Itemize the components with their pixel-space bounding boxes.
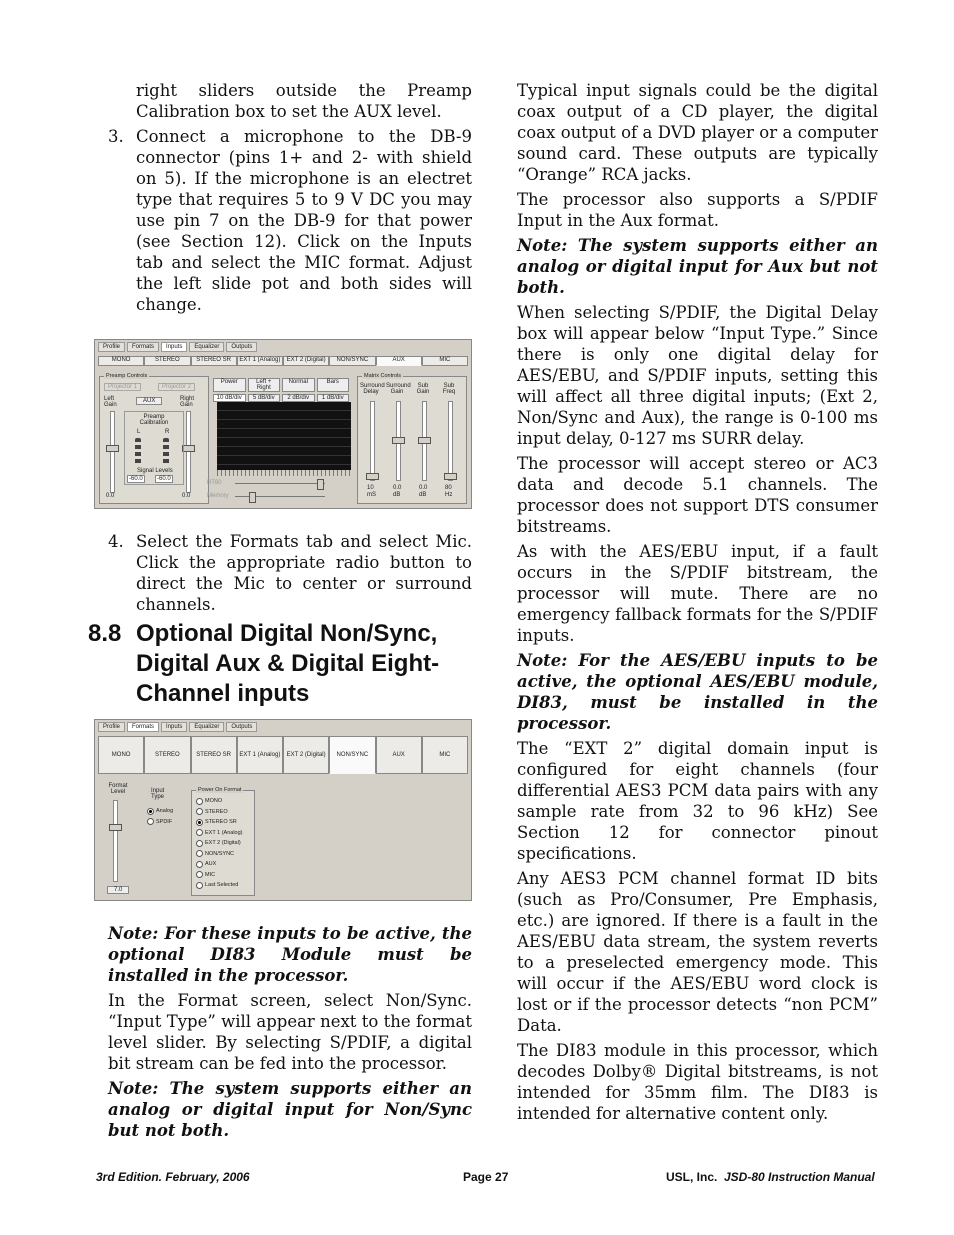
- paragraph-spdif-aux: The processor also supports a S/PDIF Input in the Aux format.: [517, 190, 878, 230]
- format-level-track[interactable]: [113, 800, 118, 882]
- radio-dot-icon: [147, 808, 154, 815]
- paragraph-di83-module: The DI83 module in this processor, which decodes Dolby® Digital bitstreams, is not intended for 35mm film. The DI83 is intended for alternative content only.: [517, 1041, 878, 1123]
- radio-dot-icon: [196, 798, 203, 805]
- meter-r-leds: [163, 438, 169, 466]
- radio-label: STEREO: [205, 808, 228, 815]
- radio-power-mic[interactable]: [196, 870, 243, 881]
- radio-dot-icon: [196, 819, 203, 826]
- calibration-box: [124, 411, 184, 485]
- radio-label: NON/SYNC: [205, 850, 235, 857]
- preamp-controls-panel: [99, 373, 209, 504]
- format-mic[interactable]: MIC: [422, 356, 468, 366]
- matrix-controls-panel: [357, 373, 467, 504]
- radio-dot-icon: [196, 850, 203, 857]
- radio-label: SPDIF: [156, 818, 173, 825]
- frequency-scale: [217, 470, 351, 476]
- radio-label: MONO: [205, 798, 223, 804]
- radio-spdif[interactable]: [147, 817, 173, 828]
- input-type-options: [147, 806, 173, 827]
- note-nonsync-input: Note: The system supports either an analog or digital input for Non/Sync but not both.: [108, 1079, 472, 1140]
- format-level-knob[interactable]: [109, 824, 122, 831]
- format-stereo[interactable]: STEREO: [144, 356, 190, 366]
- radio-label: MIC: [205, 871, 216, 878]
- tab-profile[interactable]: Profile: [98, 722, 125, 732]
- radio-dot-icon: [196, 871, 203, 878]
- list-item-step3: [108, 126, 472, 315]
- paragraph-typical-inputs: Typical input signals could be the digital coax output of a CD player, the digital coax output of a DVD player or a computer sound card. These outputs are typically “Orange” RCA jacks.: [517, 81, 878, 184]
- tab-bar: [95, 340, 471, 354]
- scale-1db-button[interactable]: 1 dB/div: [317, 394, 350, 402]
- format-row: [98, 736, 468, 774]
- footer-page-number: Page 27: [463, 1170, 509, 1184]
- sub-freq-value: 80: [445, 485, 452, 491]
- format-level-label: Format Level: [108, 783, 128, 795]
- format-aux[interactable]: AUX: [376, 356, 422, 366]
- section-number: 8.8: [88, 620, 122, 647]
- right-gain-value: 0.0: [182, 493, 191, 499]
- tab-inputs[interactable]: Inputs: [161, 722, 187, 732]
- signal-level-r: -60.0: [157, 476, 171, 482]
- matrix-col-surround-delay: Surround Delay: [360, 383, 385, 395]
- radio-dot-icon: [196, 882, 203, 889]
- note-di83-required: Note: For these inputs to be active, the optional DI83 Module must be installed in the processor.: [108, 924, 472, 985]
- view-normal-button[interactable]: Normal: [282, 378, 315, 392]
- radio-label: Last Selected: [205, 882, 239, 888]
- paragraph-format-screen: In the Format screen, select Non/Sync. “Input Type” will appear next to the format level slider. By selecting S/PDIF, a digital bit stream can be fed into the processor.: [108, 991, 472, 1073]
- surround-gain-unit: dB: [393, 492, 401, 498]
- memory-label: Memory: [207, 493, 229, 499]
- surround-delay-track[interactable]: [370, 401, 375, 481]
- memory-slider-knob[interactable]: [249, 492, 256, 503]
- spectrum-display: [217, 402, 351, 470]
- screenshot-formats-tab: [94, 719, 472, 901]
- meter-l-leds: [135, 438, 141, 466]
- radio-dot-icon: [196, 829, 203, 836]
- radio-power-aux[interactable]: [196, 859, 243, 870]
- projector2-button[interactable]: Projector 2: [158, 383, 195, 391]
- radio-power-mono[interactable]: [196, 796, 243, 807]
- left-column: [88, 80, 472, 1145]
- radio-dot-icon: [196, 808, 203, 815]
- right-gain-slider-track[interactable]: [186, 411, 191, 493]
- surround-delay-knob[interactable]: [366, 473, 379, 480]
- format-ext1[interactable]: EXT 1 (Analog): [237, 736, 283, 774]
- format-stereo-sr[interactable]: STEREO SR: [191, 736, 237, 774]
- paragraph-fault-mute: As with the AES/EBU input, if a fault occurs in the S/PDIF bitstream, the processor will mute. There are no emergency fallback formats for the S/PDIF inputs.: [517, 542, 878, 645]
- view-bars-button[interactable]: Bars: [317, 378, 350, 392]
- format-mic[interactable]: MIC: [422, 736, 468, 774]
- rt60-label: RT60: [207, 480, 222, 486]
- format-ext2[interactable]: EXT 2 (Digital): [283, 736, 329, 774]
- radio-label: AUX: [205, 861, 217, 867]
- matrix-col-sub-gain: Sub Gain: [416, 383, 430, 395]
- note-aux-input: Note: The system supports either an analog or digital input for Aux but not both.: [517, 236, 878, 297]
- format-aux[interactable]: AUX: [376, 736, 422, 774]
- scale-10db-button[interactable]: 10 dB/div: [213, 394, 246, 402]
- analyzer-buttons: [213, 378, 349, 402]
- scale-2db-button[interactable]: 2 dB/div: [282, 394, 315, 402]
- radio-power-ext1[interactable]: [196, 828, 243, 839]
- projector1-button[interactable]: Projector 1: [104, 383, 141, 391]
- radio-dot-icon: [196, 861, 203, 868]
- left-gain-value: 0.0: [106, 493, 115, 499]
- right-gain-label: Right Gain: [180, 396, 195, 408]
- format-mono[interactable]: MONO: [98, 736, 144, 774]
- radio-power-last-selected[interactable]: [196, 880, 243, 891]
- sub-freq-track[interactable]: [448, 401, 453, 481]
- matrix-col-surround-gain: Surround Gain: [386, 383, 411, 395]
- radio-power-stereo-sr[interactable]: [196, 817, 243, 828]
- radio-analog[interactable]: [147, 806, 173, 817]
- radio-dot-icon: [196, 840, 203, 847]
- power-on-label: Power On Format: [198, 787, 242, 793]
- scale-5db-button[interactable]: 5 dB/div: [248, 394, 281, 402]
- left-gain-slider-track[interactable]: [110, 411, 115, 493]
- left-gain-slider-knob[interactable]: [106, 445, 119, 452]
- matrix-col-sub-freq: Sub Freq: [442, 383, 456, 395]
- meter-r-label: R: [165, 429, 170, 435]
- paragraph-digital-delay: When selecting S/PDIF, the Digital Delay box will appear below “Input Type.” Since there is only one digital delay for AES/EBU, and S/PDIF inputs, setting this will affect all three digital inputs; (Ext 2, Non/Sync and Aux), the range is 0-100 ms input delay, 0-127 ms SURR delay.: [517, 303, 878, 448]
- step-number: 3.: [108, 127, 124, 146]
- tab-formats[interactable]: Formats: [127, 342, 159, 352]
- surround-gain-value: 0.0: [393, 485, 402, 491]
- input-type-label: Input Type: [151, 788, 165, 800]
- list-item-step4: [108, 531, 472, 615]
- sub-gain-knob[interactable]: [418, 437, 431, 444]
- section-heading: [88, 619, 472, 709]
- surround-delay-unit: mS: [367, 492, 376, 498]
- format-row: [98, 356, 468, 366]
- tab-equalizer[interactable]: Equalizer: [189, 342, 224, 352]
- format-nonsync[interactable]: NON/SYNC: [329, 736, 375, 774]
- sub-freq-unit: Hz: [445, 492, 453, 498]
- radio-label: Analog: [156, 808, 174, 814]
- surround-delay-value: 10: [367, 485, 374, 491]
- radio-label: EXT 2 (Digital): [205, 840, 241, 846]
- radio-power-nonsync[interactable]: [196, 849, 243, 860]
- format-mono[interactable]: MONO: [98, 356, 144, 366]
- section-title: Optional Digital Non/Sync, Digital Aux & Digital Eight-Channel inputs: [136, 620, 440, 707]
- format-level-value: 7.0: [107, 886, 129, 894]
- intro-text: right sliders outside the Preamp Calibration box to set the AUX level.: [136, 81, 472, 121]
- radio-label: EXT 1 (Analog): [205, 829, 243, 836]
- format-ext1[interactable]: EXT 1 (Analog): [237, 356, 283, 366]
- meter-l-label: L: [137, 429, 141, 435]
- format-nonsync[interactable]: NON/SYNC: [329, 356, 375, 366]
- sub-gain-value: 0.0: [419, 485, 428, 491]
- paragraph-ext2-input: The “EXT 2” digital domain input is configured for eight channels (four differential AES3 PCM data pairs with any sample rate from 32 to 96 kHz) See Section 12 for connector pinout specifications.: [517, 739, 878, 863]
- power-on-format-panel: [191, 787, 255, 896]
- radio-label: STEREO SR: [205, 819, 237, 825]
- format-ext2[interactable]: EXT 2 (Digital): [283, 356, 329, 366]
- calibration-label: Preamp Calibration: [139, 414, 169, 426]
- left-gain-label: Left Gain: [104, 396, 117, 408]
- tab-profile[interactable]: Profile: [98, 342, 125, 352]
- surround-gain-knob[interactable]: [392, 437, 405, 444]
- step-text: Select the Formats tab and select Mic. Click the appropriate radio button to direct the Mic to center or surround channels.: [136, 532, 472, 614]
- tab-bar: [95, 720, 471, 734]
- footer-edition: 3rd Edition. February, 2006: [96, 1170, 250, 1184]
- signal-levels-label: Signal Levels: [137, 468, 173, 474]
- preamp-label: Preamp Controls: [106, 373, 148, 379]
- sub-freq-knob[interactable]: [444, 473, 457, 480]
- paragraph-aes3-bits: Any AES3 PCM channel format ID bits (such as Pro/Consumer, Pre Emphasis, etc.) are ignored. If there is a fault in the AES/EBU data stream, the system reverts to a preselected emergency mode. This will occur if the AES/EBU word clock is lost or if the processor detects “non PCM” Data.: [517, 869, 878, 1035]
- tab-equalizer[interactable]: Equalizer: [189, 722, 224, 732]
- view-power-button[interactable]: Power: [213, 378, 246, 392]
- paragraph-stereo-ac3: The processor will accept stereo or AC3 data and decode 5.1 channels. The processor does not support DTS consumer bitstreams.: [517, 454, 878, 536]
- step-text: Connect a microphone to the DB-9 connector (pins 1+ and 2- with shield on 5). If the microphone is an electret type that requires 5 to 9 V DC you may use pin 7 on the DB-9 for that power (see Section 12). Click on the Inputs tab and select the MIC format. Adjust the left slide pot and both sides will change.: [136, 127, 472, 314]
- screenshot-inputs-tab: [94, 339, 472, 509]
- aux-button[interactable]: AUX: [136, 397, 162, 405]
- tab-outputs[interactable]: Outputs: [226, 342, 257, 352]
- view-left-right-button[interactable]: Left + Right: [248, 378, 281, 392]
- footer-manual-title: JSD-80 Instruction Manual: [724, 1170, 875, 1184]
- tab-formats[interactable]: Formats: [127, 722, 159, 732]
- sub-gain-unit: dB: [419, 492, 427, 498]
- radio-power-ext2[interactable]: [196, 838, 243, 849]
- rt60-slider-track[interactable]: [235, 483, 325, 484]
- footer-company: USL, Inc.: [666, 1170, 718, 1184]
- rt60-slider-knob[interactable]: [317, 479, 324, 490]
- matrix-label: Matrix Controls: [364, 373, 401, 379]
- format-stereo[interactable]: STEREO: [144, 736, 190, 774]
- power-on-options: [196, 796, 243, 891]
- tab-outputs[interactable]: Outputs: [226, 722, 257, 732]
- tab-inputs[interactable]: Inputs: [161, 342, 187, 352]
- radio-dot-icon: [147, 818, 154, 825]
- radio-power-stereo[interactable]: [196, 807, 243, 818]
- signal-level-l: -60.0: [129, 476, 143, 482]
- step-number: 4.: [108, 532, 124, 551]
- note-aes-ebu-module: Note: For the AES/EBU inputs to be active, the optional AES/EBU module, DI83, must be installed in the processor.: [517, 651, 878, 733]
- format-stereo-sr[interactable]: STEREO SR: [191, 356, 237, 366]
- right-column: [517, 80, 878, 1128]
